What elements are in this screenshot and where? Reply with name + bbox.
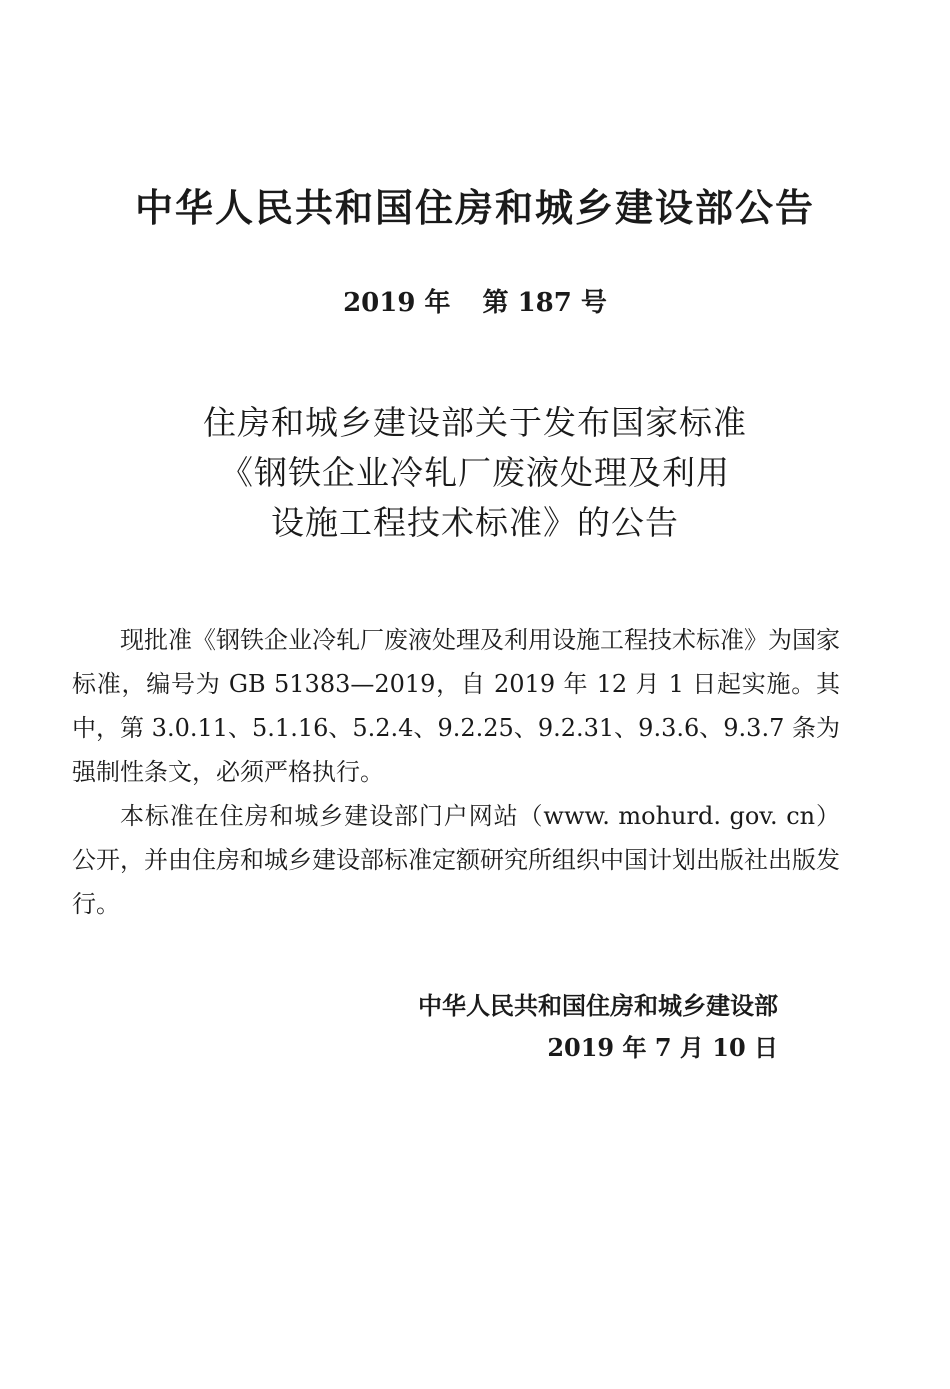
signature-block bbox=[418, 985, 778, 1069]
issue-year: 2019 年 bbox=[343, 288, 451, 318]
issue-date: 2019 年 7 月 10 日 bbox=[547, 1033, 778, 1062]
issuer-name: 中华人民共和国住房和城乡建设部 bbox=[418, 992, 778, 1020]
body-paragraph: 现批准《钢铁企业冷轧厂废液处理及利用设施工程技术标准》为国家标准，编号为 GB 51383—2019，自 2019 年 12 月 1 日起实施。其中，第 3.0.11、5.1.16、5.2.4、9.2.25、9.2.31、9.3.6、9.3.7 条为强制性条文，必须严格执行。 bbox=[72, 626, 840, 786]
subject-line: 住房和城乡建设部关于发布国家标准 bbox=[203, 403, 747, 442]
announcement-subject bbox=[0, 398, 950, 548]
subject-line: 《钢铁企业冷轧厂废液处理及利用 bbox=[220, 453, 730, 492]
announcement-body bbox=[72, 618, 840, 926]
issue-number: 第 187 号 bbox=[482, 288, 607, 318]
issue-line bbox=[0, 283, 950, 323]
subject-line: 设施工程技术标准》的公告 bbox=[271, 503, 679, 542]
announcement-heading: 中华人民共和国住房和城乡建设部公告 bbox=[134, 186, 815, 230]
body-paragraph: 本标准在住房和城乡建设部门户网站（www. mohurd. gov. cn）公开，并由住房和城乡建设部标准定额研究所组织中国计划出版社出版发行。 bbox=[72, 802, 840, 918]
